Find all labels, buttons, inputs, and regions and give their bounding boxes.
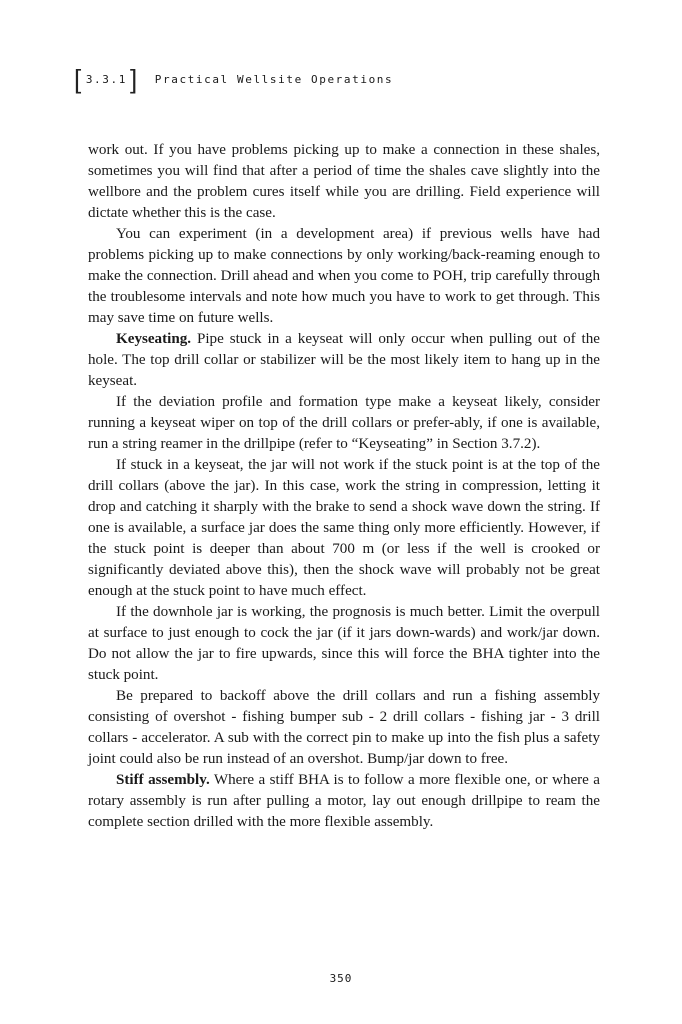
section-number: 3.3.1 — [85, 72, 127, 86]
body-text — [88, 140, 600, 833]
paragraph-text: Pipe stuck in a keyseat will only occur when pulling out of the hole. The top drill collar or stabilizer will be the most likely item to hang up in the keyseat. — [88, 331, 600, 389]
paragraph: If the deviation profile and formation type make a keyseat likely, consider running a keyseat wiper on top of the drill collars or prefer-ably, if one is available, run a string reamer in the drillpipe (refer to “Keyseating” in Section 3.7.2). — [88, 394, 600, 452]
paragraph: If the downhole jar is working, the prognosis is much better. Limit the overpull at surface to just enough to cock the jar (if it jars down-wards) and work/jar down. Do not allow the jar to fire upwards, since this will force the BHA tighter into the stuck point. — [88, 604, 600, 683]
run-in-heading: Keyseating. — [116, 331, 192, 347]
bracket-open: [ — [74, 64, 83, 94]
paragraph: You can experiment (in a development area) if previous wells have had problems picking up to make connections by only working/back-reaming enough to make the connection. Drill ahead and when you come to POH, trip carefully through the troublesome intervals and note how much you have to work to get through. This may save time on future wells. — [88, 226, 600, 326]
paragraph-text: Where a stiff BHA is to follow a more flexible one, or where a rotary assembly is run after pulling a motor, lay out enough drillpipe to ream the complete section drilled with the more flexible assembly. — [88, 772, 600, 830]
bracket-close: ] — [129, 64, 139, 94]
paragraph: Be prepared to backoff above the drill collars and run a fishing assembly consisting of overshot - fishing bumper sub - 2 drill collars - fishing jar - 3 drill collars - accelerator. A sub with the correct pin to make up into the fish plus a safety joint could also be run instead of an overshot. Bump/jar down to free. — [88, 688, 600, 767]
running-head-title: Practical Wellsite Operations — [154, 72, 394, 86]
paragraph: If stuck in a keyseat, the jar will not work if the stuck point is at the top of the drill collars (above the jar). In this case, work the string in compression, letting it drop and catching it sharply with the brake to send a shock wave down the string. If one is available, a surface jar does the same thing only more efficiently. However, if the stuck point is deeper than about 700 m (or less if the well is crooked or significantly deviated above this), then the shock wave will probably not be great enough at the stuck point to have much effect. — [88, 457, 600, 599]
paragraph-keyseating — [88, 329, 600, 392]
paragraph-stiff-assembly — [88, 770, 600, 833]
page-number: 350 — [329, 972, 353, 985]
running-head — [74, 64, 393, 94]
paragraph: work out. If you have problems picking up to make a connection in these shales, sometimes you will find that after a period of time the shales cave slightly into the wellbore and the problem cures itself while you are drilling. Field experience will dictate whether this is the case. — [88, 142, 600, 221]
run-in-heading: Stiff assembly. — [116, 772, 210, 788]
